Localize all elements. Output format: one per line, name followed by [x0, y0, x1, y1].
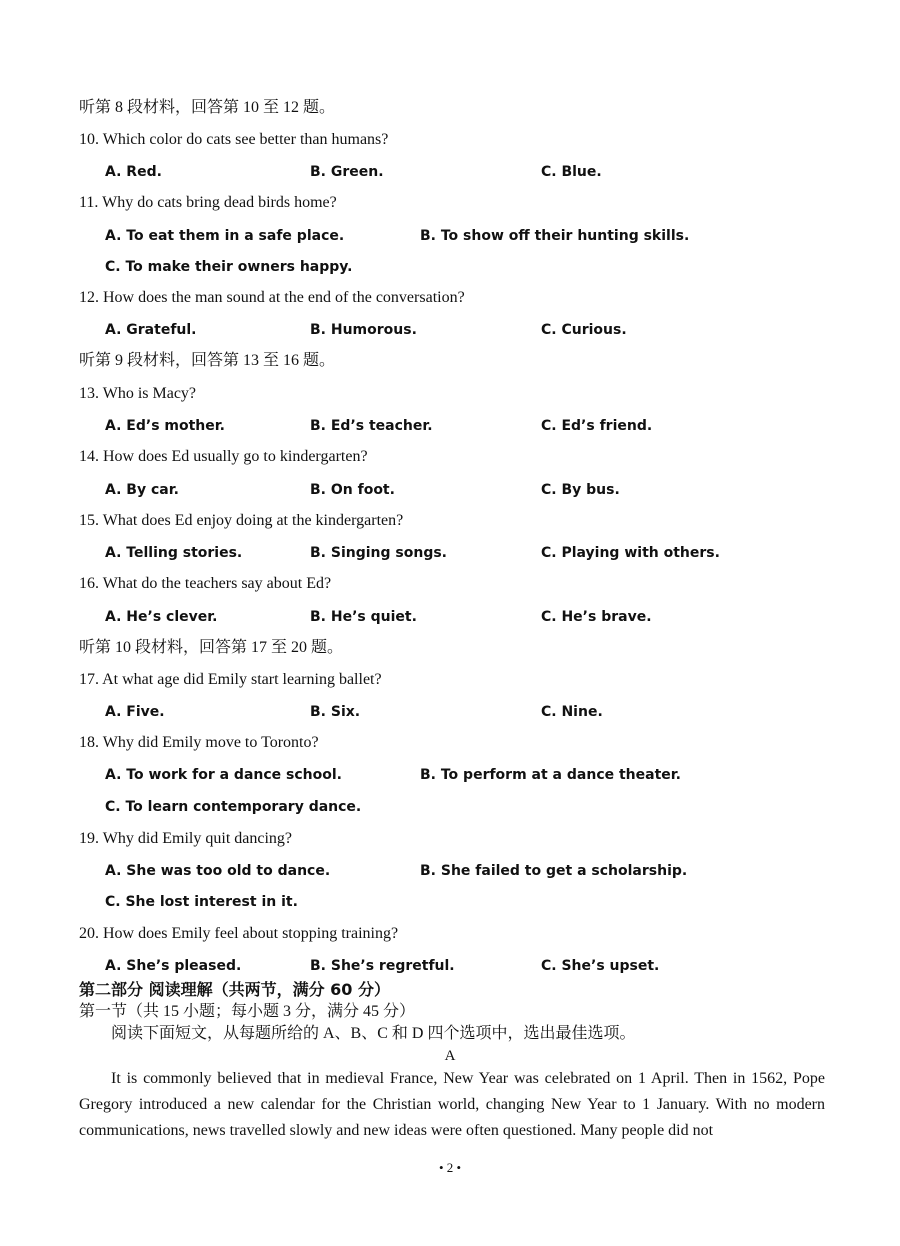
question-stem-16: 16. What do the teachers say about Ed?: [79, 575, 332, 592]
option-c: C. Playing with others.: [541, 545, 720, 561]
option-c: C. By bus.: [541, 482, 620, 498]
section-heading-9: 听第 9 段材料，回答第 13 至 16 题。: [79, 352, 336, 369]
option-a: A. To eat them in a safe place.: [105, 228, 345, 244]
option-a: A. By car.: [105, 482, 179, 498]
options-19-row2: [105, 892, 885, 912]
option-b: B. Ed’s teacher.: [310, 418, 433, 434]
options-15: [105, 543, 885, 563]
option-c: C. Blue.: [541, 164, 602, 180]
option-b: B. He’s quiet.: [310, 609, 417, 625]
option-a: A. Grateful.: [105, 322, 197, 338]
options-19: [105, 861, 885, 881]
options-11: [105, 226, 885, 246]
part2-section1: 第一节（共 15 小题；每小题 3 分，满分 45 分）: [79, 1003, 416, 1020]
option-a: A. Telling stories.: [105, 545, 243, 561]
option-a: A. She was too old to dance.: [105, 863, 331, 879]
option-a: A. Five.: [105, 704, 165, 720]
option-c: C. He’s brave.: [541, 609, 652, 625]
option-c: C. Nine.: [541, 704, 603, 720]
option-b: B. Six.: [310, 704, 361, 720]
question-stem-10: 10. Which color do cats see better than humans?: [79, 131, 389, 148]
options-11-row2: [105, 257, 885, 277]
options-18-row2: [105, 797, 885, 817]
option-c: C. To make their owners happy.: [105, 259, 353, 275]
part2-instruction: 阅读下面短文，从每题所给的 A、B、C 和 D 四个选项中，选出最佳选项。: [111, 1025, 636, 1042]
question-stem-15: 15. What does Ed enjoy doing at the kindergarten?: [79, 512, 404, 529]
question-stem-12: 12. How does the man sound at the end of the conversation?: [79, 289, 465, 306]
question-stem-13: 13. Who is Macy?: [79, 385, 197, 402]
section-heading-10: 听第 10 段材料，回答第 17 至 20 题。: [79, 639, 344, 656]
passage-text: It is commonly believed that in medieval France, New Year was celebrated on 1 April. Then in 1562, Pope Gregory introduced a new calendar for the Christian world, changing New Year to 1 January. With no modern communications, news travelled slowly and new ideas were often questioned. Many people did not: [79, 1070, 825, 1139]
question-stem-14: 14. How does Ed usually go to kindergarten?: [79, 448, 368, 465]
option-b: B. She failed to get a scholarship.: [420, 863, 688, 879]
passage-label: A: [444, 1048, 456, 1064]
option-b: B. Singing songs.: [310, 545, 447, 561]
option-b: B. Green.: [310, 164, 384, 180]
question-stem-17: 17. At what age did Emily start learning ballet?: [79, 671, 382, 688]
option-b: B. Humorous.: [310, 322, 417, 338]
section-heading-8: 听第 8 段材料，回答第 10 至 12 题。: [79, 99, 336, 116]
options-14: [105, 480, 885, 500]
options-16: [105, 607, 885, 627]
option-b: B. To perform at a dance theater.: [420, 767, 681, 783]
options-17: [105, 702, 885, 722]
option-b: B. On foot.: [310, 482, 395, 498]
options-18: [105, 765, 885, 785]
option-a: A. Ed’s mother.: [105, 418, 225, 434]
option-c: C. Ed’s friend.: [541, 418, 653, 434]
page-number: • 2 •: [438, 1160, 462, 1175]
option-c: C. She lost interest in it.: [105, 894, 298, 910]
question-stem-11: 11. Why do cats bring dead birds home?: [79, 194, 337, 211]
part2-title: 第二部分 阅读理解（共两节，满分 60 分）: [79, 980, 390, 999]
option-a: A. She’s pleased.: [105, 958, 242, 974]
option-c: C. She’s upset.: [541, 958, 660, 974]
question-stem-20: 20. How does Emily feel about stopping training?: [79, 925, 399, 942]
option-c: C. To learn contemporary dance.: [105, 799, 362, 815]
option-b: B. She’s regretful.: [310, 958, 455, 974]
option-a: A. He’s clever.: [105, 609, 218, 625]
option-c: C. Curious.: [541, 322, 627, 338]
options-13: [105, 416, 885, 436]
options-20: [105, 956, 885, 976]
option-a: A. To work for a dance school.: [105, 767, 342, 783]
options-12: [105, 320, 885, 340]
question-stem-18: 18. Why did Emily move to Toronto?: [79, 734, 319, 751]
question-stem-19: 19. Why did Emily quit dancing?: [79, 830, 293, 847]
options-10: [105, 162, 885, 182]
option-a: A. Red.: [105, 164, 162, 180]
option-b: B. To show off their hunting skills.: [420, 228, 690, 244]
